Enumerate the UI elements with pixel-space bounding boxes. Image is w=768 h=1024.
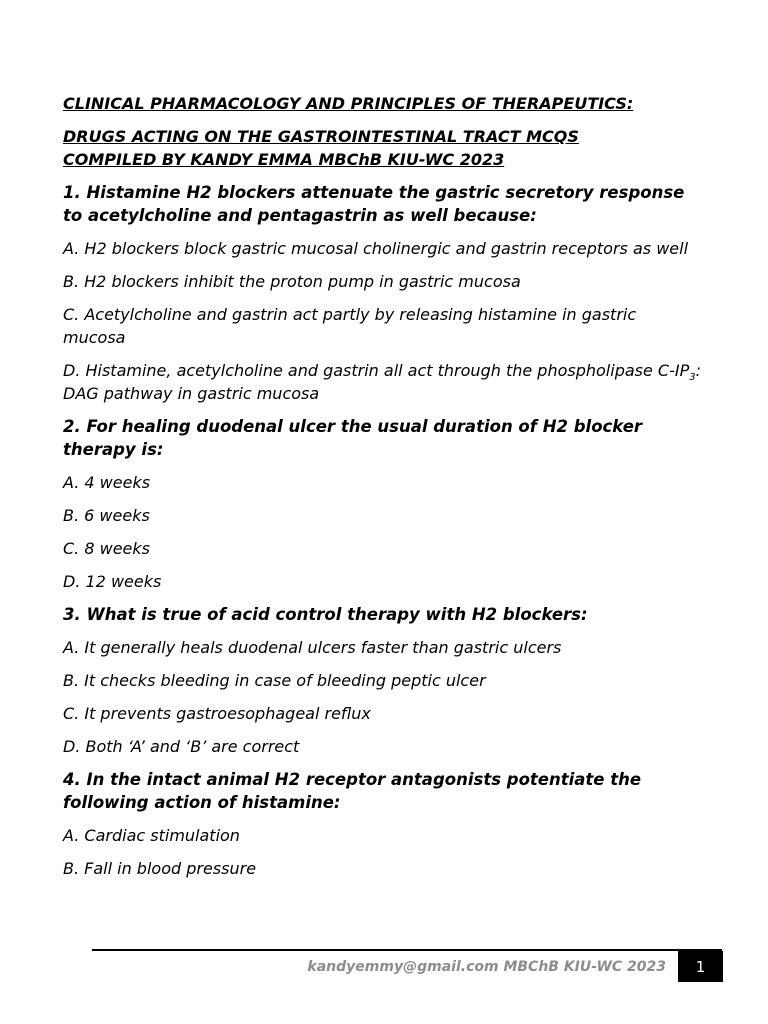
question-3-option-d: D. Both ‘A’ and ‘B’ are correct xyxy=(63,737,300,756)
question-2-option-d: D. 12 weeks xyxy=(63,572,162,591)
question-3-option-a: A. It generally heals duodenal ulcers faster than gastric ulcers xyxy=(63,638,562,657)
document-title-block xyxy=(63,125,703,171)
document-title-line2: DRUGS ACTING ON THE GASTROINTESTINAL TRACT MCQS xyxy=(63,127,579,146)
question-3: 3. What is true of acid control therapy with H2 blockers: xyxy=(63,605,588,624)
question-4: 4. In the intact animal H2 receptor antagonists potentiate the following action of histamine: xyxy=(63,770,642,812)
footer-text: kandyemmy@gmail.com MBChB KIU-WC 2023 xyxy=(307,959,666,975)
question-3-option-b: B. It checks bleeding in case of bleeding peptic ulcer xyxy=(63,671,486,690)
question-2-option-a: A. 4 weeks xyxy=(63,473,151,492)
question-1-option-d xyxy=(63,359,703,405)
question-1-option-c: C. Acetylcholine and gastrin act partly by releasing histamine in gastric mucosa xyxy=(63,305,637,347)
document-title-line1: CLINICAL PHARMACOLOGY AND PRINCIPLES OF THERAPEUTICS: xyxy=(63,94,634,113)
page-number: 1 xyxy=(678,951,723,982)
question-1-option-d-text-end: : DAG pathway in gastric mucosa xyxy=(63,361,701,403)
question-1-option-d-subscript: 3 xyxy=(689,372,696,384)
question-4-option-a: A. Cardiac stimulation xyxy=(63,826,240,845)
document-title-line3: COMPILED BY KANDY EMMA MBChB KIU-WC 2023 xyxy=(63,150,505,169)
question-1: 1. Histamine H2 blockers attenuate the gastric secretory response to acetylcholine and pentagastrin as well because: xyxy=(63,183,685,225)
question-1-option-b: B. H2 blockers inhibit the proton pump in gastric mucosa xyxy=(63,272,521,291)
question-2-option-b: B. 6 weeks xyxy=(63,506,150,525)
question-4-option-b: B. Fall in blood pressure xyxy=(63,859,257,878)
question-3-option-c: C. It prevents gastroesophageal reflux xyxy=(63,704,371,723)
question-1-option-a: A. H2 blockers block gastric mucosal cholinergic and gastrin receptors as well xyxy=(63,239,689,258)
document-page xyxy=(63,92,703,890)
question-1-option-d-text: D. Histamine, acetylcholine and gastrin all act through the phospholipase C-IP xyxy=(63,361,690,380)
question-2: 2. For healing duodenal ulcer the usual duration of H2 blocker therapy is: xyxy=(63,417,643,459)
question-2-option-c: C. 8 weeks xyxy=(63,539,150,558)
footer-divider xyxy=(92,949,722,951)
